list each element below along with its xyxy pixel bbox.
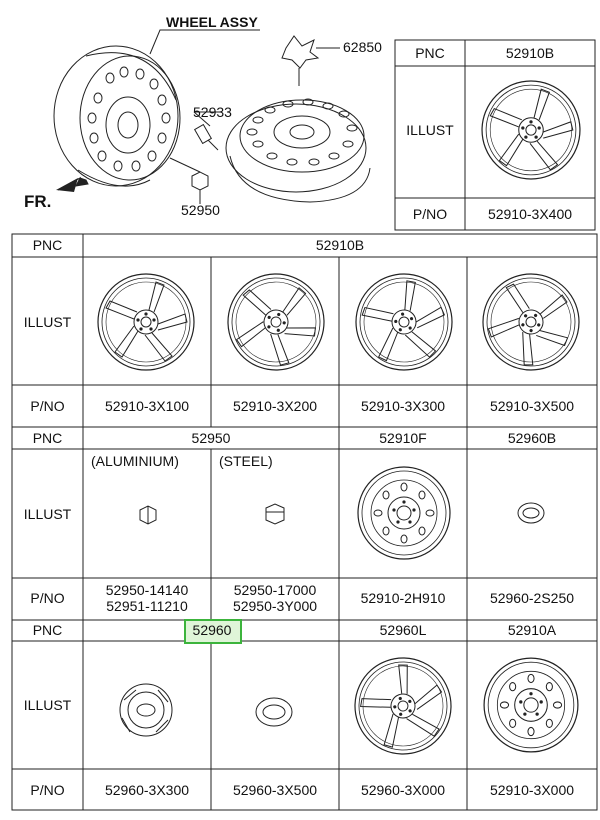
row2-pno-steel-1: 52950-17000	[233, 582, 317, 598]
front-direction-label: FR.	[24, 192, 52, 211]
row3-pno-1: 52960-3X300	[104, 782, 190, 798]
wheel-icon-52960-3x000	[341, 644, 464, 767]
row3-pnc-label: PNC	[32, 622, 63, 638]
row2-pnc-52960b: 52960B	[507, 430, 557, 446]
row1-pno-label: P/NO	[30, 398, 65, 414]
row1-illust-label: ILLUST	[23, 314, 72, 330]
row3-pnc-52910a: 52910A	[507, 622, 557, 638]
row2-pno-aluminium-2: 52951-11210	[106, 598, 188, 614]
row2-pno-steel-2: 52950-3Y000	[232, 598, 318, 614]
wheel-assy-label: WHEEL ASSY	[166, 14, 258, 30]
top-pnc-label: PNC	[415, 45, 445, 61]
top-pnc-value: 52910B	[505, 45, 555, 61]
part-label-52933: 52933	[193, 104, 232, 120]
wheel-icon-52910-2h910	[358, 467, 450, 559]
row2-pnc-label: PNC	[32, 430, 63, 446]
row1-pno-2: 52910-3X200	[232, 398, 318, 414]
row2-pno-52910-2h910: 52910-2H910	[360, 590, 446, 606]
top-pno-label: P/NO	[412, 206, 448, 222]
row2-illust-label: ILLUST	[23, 506, 72, 522]
steel-nut-icon	[266, 504, 284, 524]
center-cap-icon-52960-3x300	[120, 684, 172, 736]
part-label-62850: 62850	[343, 39, 382, 55]
top-pno-value: 52910-3X400	[487, 206, 573, 222]
wheel-icon-52910-3x300	[348, 266, 459, 377]
wheel-icon-52910-3x100	[98, 274, 194, 370]
row3-pno-label: P/NO	[30, 782, 65, 798]
row1-pnc-value: 52910B	[315, 237, 365, 253]
row1-pnc-label: PNC	[32, 237, 63, 253]
part-label-52950: 52950	[181, 202, 220, 218]
wheel-icon-52910-3x200	[214, 260, 337, 383]
hub-cap-icon-52960-2s250	[518, 503, 544, 523]
row3-pnc-52960[interactable]: 52960	[192, 622, 232, 638]
wheel-icon-52910-3x400	[482, 81, 580, 179]
row2-pno-aluminium-1: 52950-14140	[105, 582, 189, 598]
row1-pno-4: 52910-3X500	[489, 398, 575, 414]
top-illust-label: ILLUST	[406, 122, 454, 138]
row1-pno-1: 52910-3X100	[104, 398, 190, 414]
row2-pnc-52910f: 52910F	[379, 430, 427, 446]
center-cap-icon-52960-3x500	[256, 698, 292, 726]
row2-pno-52960-2s250: 52960-2S250	[489, 590, 575, 606]
row1-pno-3: 52910-3X300	[360, 398, 446, 414]
row3-pno-2: 52960-3X500	[232, 782, 318, 798]
row2-pno-label: P/NO	[30, 590, 65, 606]
row3-pnc-52960l: 52960L	[379, 622, 427, 638]
row3-illust-label: ILLUST	[23, 697, 72, 713]
aluminium-nut-icon	[140, 506, 156, 524]
wheel-icon-52910-3x500	[464, 255, 598, 389]
wheel-icon-52910-3x000	[484, 658, 578, 752]
row2-pnc-52950: 52950	[191, 430, 231, 446]
aluminium-label: (ALUMINIUM)	[91, 453, 179, 469]
steel-label: (STEEL)	[219, 453, 273, 469]
row3-pno-3: 52960-3X000	[360, 782, 446, 798]
row3-pno-4: 52910-3X000	[489, 782, 575, 798]
